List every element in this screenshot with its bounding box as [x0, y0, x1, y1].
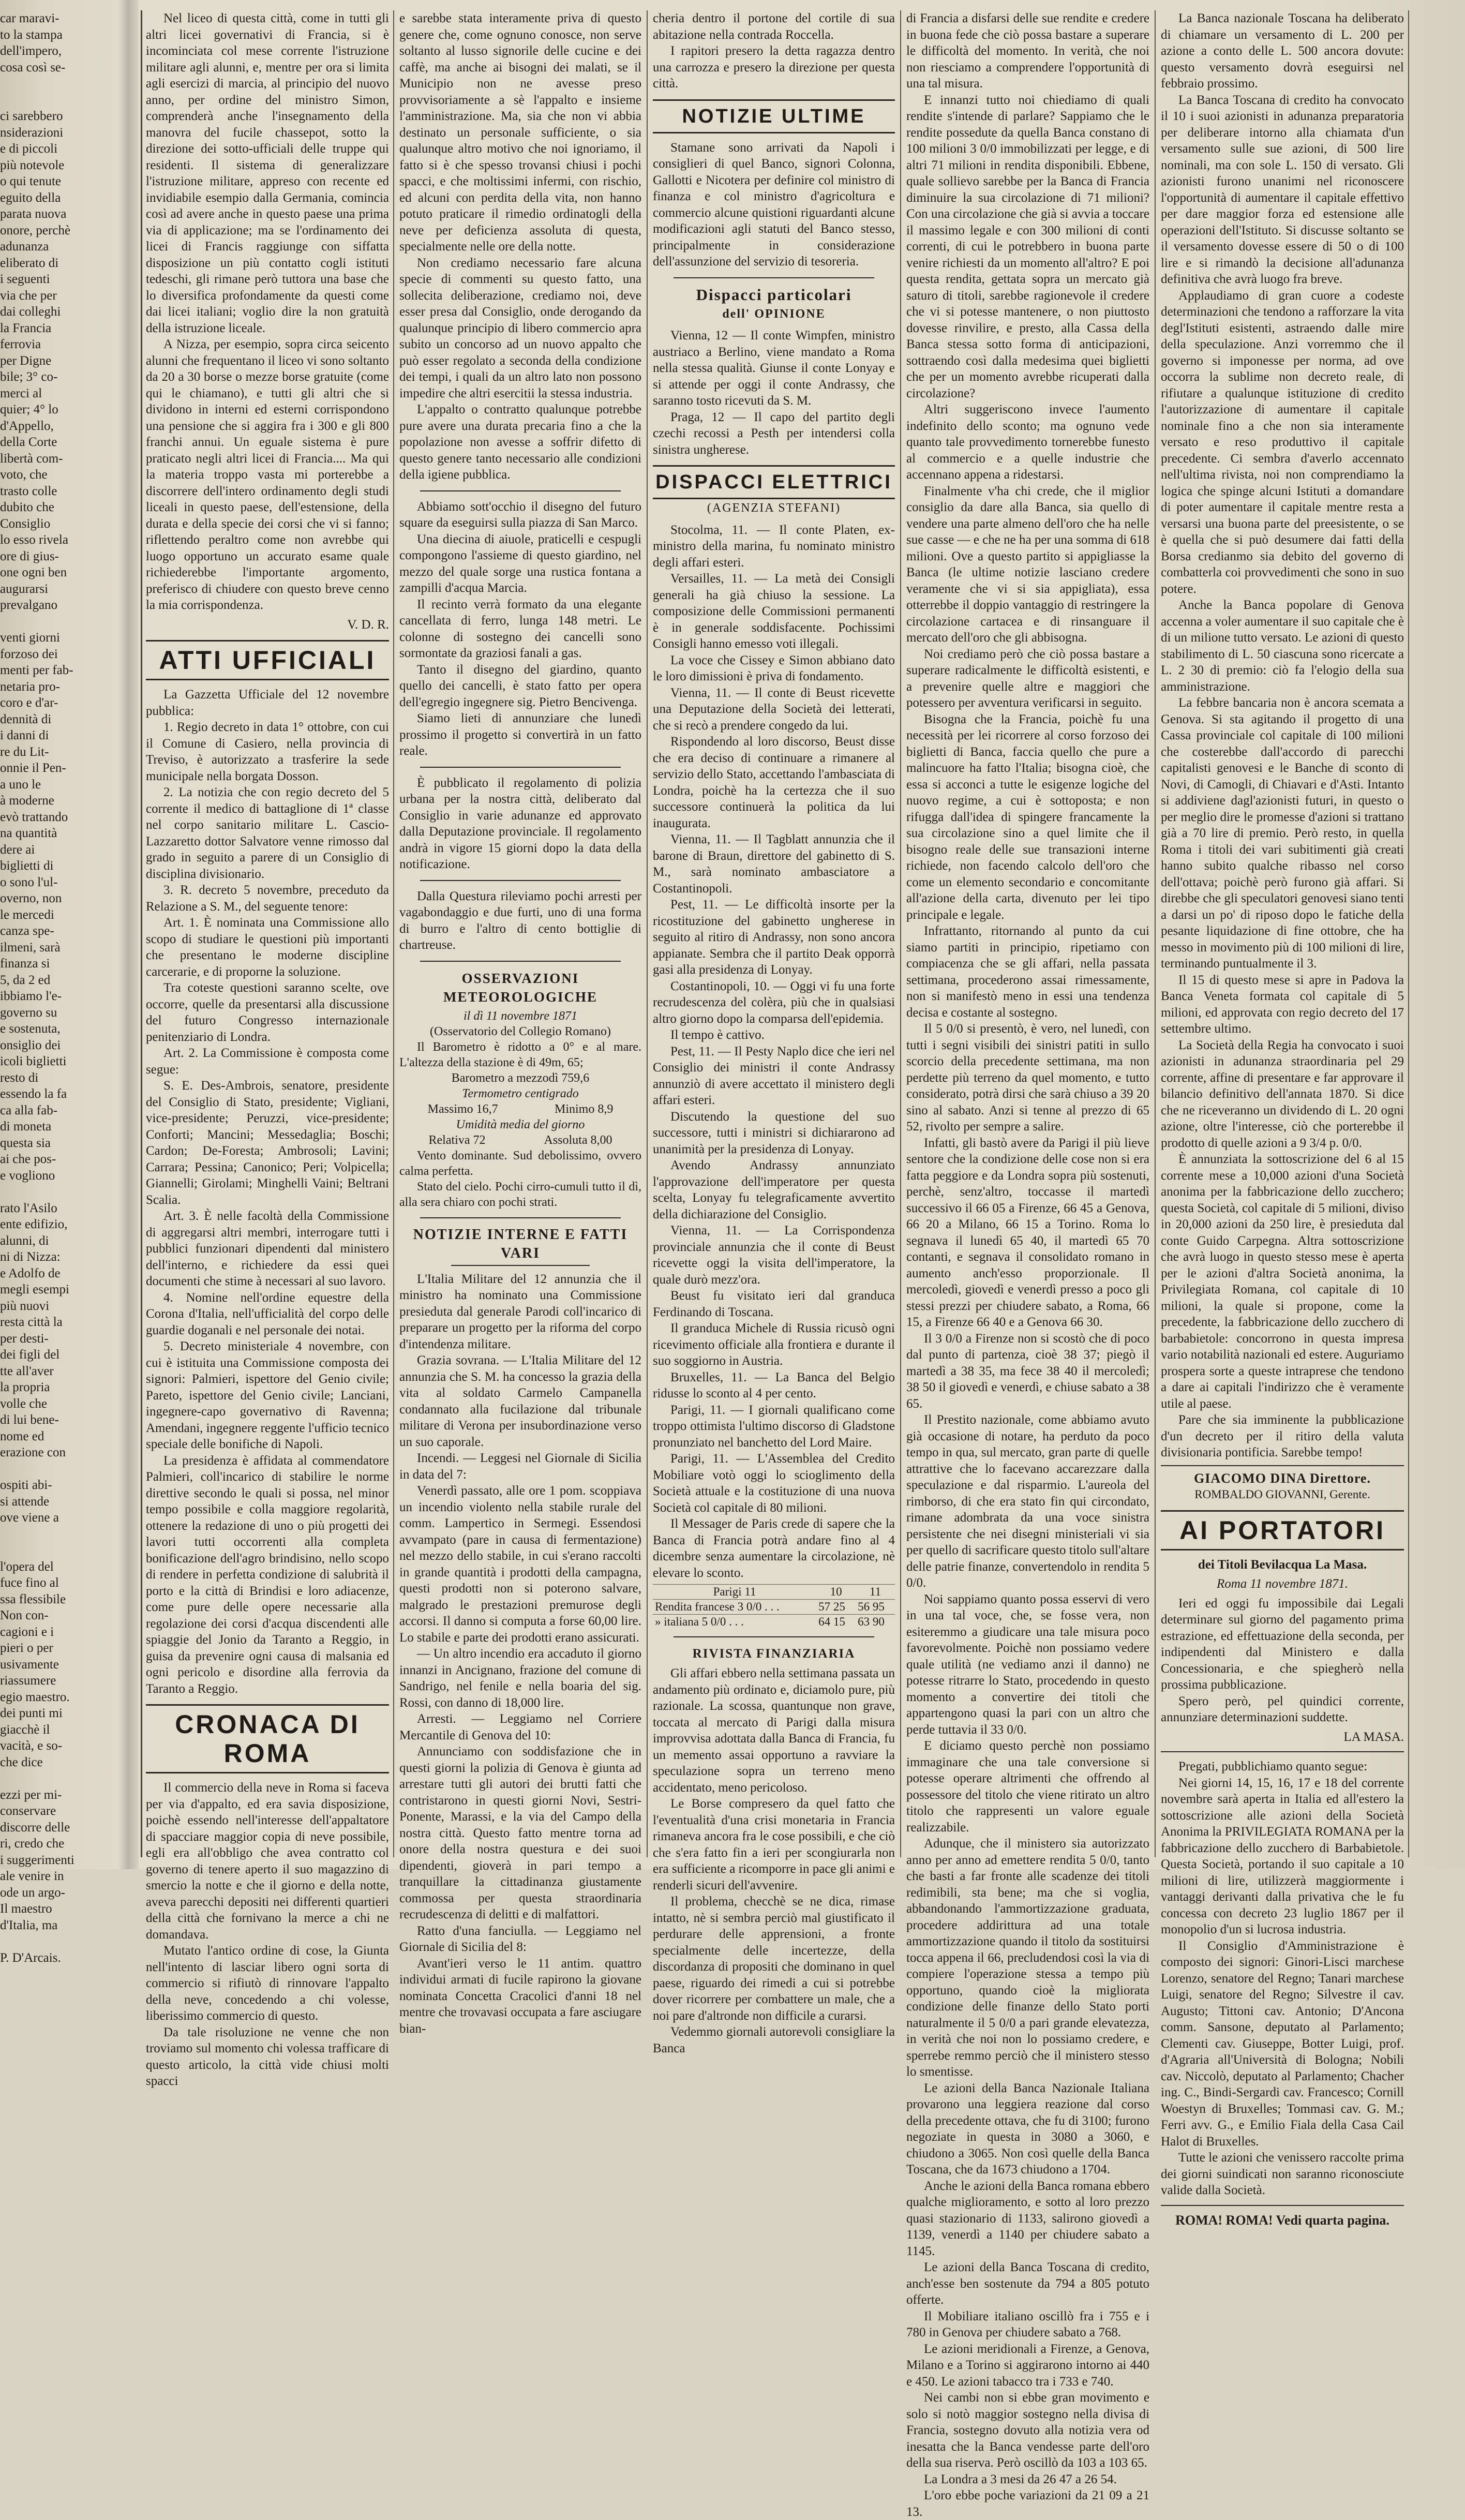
margin-line: augurarsi: [0, 581, 49, 596]
notizie-p5: — Un altro incendio era accaduto il giorno innanzi in Ancignano, frazione del comune di Sandrigo, nel fenile e nella boaria del sig. Rossi, con danno di 18,000 lire.: [399, 1647, 641, 1710]
margin-line: [0, 76, 110, 92]
margin-line: ca alla fab-: [0, 1103, 58, 1117]
weather-temp-row: [399, 1101, 641, 1117]
dispacci-subtitle: dell' OPINIONE: [722, 307, 826, 321]
rivista-cont-p4: Finalmente v'ha chi crede, che il miglior consiglio da dare alla Banca, sia quello di vendere una parte almeno dell'oro che ha nelle sue casse — e che ne ha per una somma di 618 milioni. Ove a questo partito si appigliasse la Banca (le ultime notizie lasciano credere veramente che vi si sia appigliata), essa otterrebbe il doppio vantaggio di restringere la circolazione cartacea e di rinsanguare il mercato dell'oro che gli abbisogna.: [906, 484, 1149, 645]
portatori-subtitle: dei Titoli Bevilacqua La Masa.: [1198, 1557, 1367, 1572]
margin-line: adunanza: [0, 240, 49, 254]
margin-line: [0, 1933, 110, 1950]
left-margin-column: [0, 10, 110, 1965]
weather-baro-note: Il Barometro è ridotto a 0° e al mare. L'altezza della stazione è di 49m, 65;: [399, 1040, 641, 1069]
margin-line: discorre delle: [0, 1820, 70, 1835]
margin-line: ri, credo che: [0, 1837, 65, 1851]
section-title-rivista: RIVISTA FINANZIARIA: [692, 1647, 856, 1661]
column-3: [653, 10, 895, 2055]
margin-line: ospiti abi-: [0, 1478, 52, 1492]
margin-line: evò trattando: [0, 810, 68, 824]
table-cell: Rendita francese 3 0/0 . . .: [653, 1600, 816, 1615]
margin-line: e vogliono: [0, 1168, 55, 1183]
margin-line: l'opera del: [0, 1559, 54, 1574]
rivista-cont-p9: Infatti, gli bastò avere da Parigi il più lieve sentore che la condizione delle cose non si era fatta peggiore e da Londra sopra più sostenuti, perchè, senz'altro, toccasse il martedì successivo il 66 05 a Firenze, 66 45 a Genova, 66 20 a Milano, 66 15 a Torino. Roma lo segnava il lunedì 65 40, il martedì 65 70 contanti, e segnava il consolidato romano in aumento anch'esso proporzionale. Il mercoledì, giovedì e venerdì presso a poco gli stessi prezzi per chiudere sabato, a Roma, 66 15, a Firenze 66 40 e a Genova 66 30.: [906, 1136, 1149, 1329]
margin-line: d'Italia, ma: [0, 1918, 58, 1932]
table-row: [653, 1615, 895, 1630]
elettrici-p18: Parigi, 11. — L'Assemblea del Credito Mobiliare votò oggi lo scioglimento della Società attuale e la costituzione di una nuova Società col capitale di 80 milioni.: [653, 1452, 895, 1515]
banca-p9: Pare che sia imminente la pubblicazione d'un decreto per il ritiro della valuta divisionaria pontificia. Sarebbe tempo!: [1161, 1413, 1404, 1459]
cronaca-cont-p2: Non crediamo necessario fare alcuna specie di commenti su questo fatto, una sollecita deliberazione, crediamo noi, deve esser presa dal Consiglio, onde derogando da qualunque principio di libero commercio apra subito un concorso ad un nuovo appalto che può esser regolato a seconda della condizione dei tempi, i quali da un altro lato non possono impedire che altri esercitii la stessa industria.: [399, 256, 641, 400]
elettrici-p5: Rispondendo al loro discorso, Beust disse che era deciso di continuare a rimanere al servizio dello Stato, accettando l'ambasciata di Londra, poichè ha la certezza che il suo successore continuerà la politica da lui inaugurata.: [653, 735, 895, 830]
elettrici-p17: Parigi, 11. — I giornali qualificano come troppo ottimista l'ultimo discorso di Gladstone pronunziato nel banchetto del Lord Maire.: [653, 1403, 895, 1450]
column-rule: [141, 10, 142, 1857]
weather-min: Minimo 8,9: [554, 1102, 614, 1116]
margin-line: prevalgano: [0, 598, 58, 612]
margin-line: ilmeni, sarà: [0, 940, 61, 955]
portatori-p2: Spero però, pel quindici corrente, annunziare determinazioni suddette.: [1161, 1694, 1404, 1724]
margin-line: i suggerimenti: [0, 1853, 74, 1867]
margin-line: d'Appello,: [0, 419, 54, 433]
dispacci-p2: Praga, 12 — Il capo del partito degli czechi recossi a Pesth per intendersi colla sinistra ungherese.: [653, 410, 895, 457]
banca-p6: Il 15 di questo mese si apre in Padova la Banca Veneta formata col capitale di 5 milioni, ed approvata con regio decreto del 17 settembre ultimo.: [1161, 973, 1404, 1036]
margin-line: quier; 4° lo: [0, 402, 58, 416]
square-p4: Tanto il disegno del giardino, quanto quello dei cancelli, è stato fatto per opera dell'egregio ingegnere sig. Pietro Bencivenga.: [399, 662, 641, 709]
margin-line: volle che: [0, 1396, 47, 1411]
margin-line: ci sarebbero: [0, 109, 63, 123]
margin-line: nsiderazioni: [0, 125, 64, 140]
rivista-p2: Le Borse compresero da quel fatto che l'eventualità d'una crisi monetaria in Francia rimaneva ancora fra le cose possibili, e che ciò che s'era fatto fin a ieri per scongiurarla non era sufficiente a ricomporre in pace gli animi e renderli sicuri dell'avvenire.: [653, 1797, 895, 1892]
margin-line: biglietti di: [0, 859, 54, 873]
atti-item-2: 2. La notizia che con regio decreto del 5 corrente il medico di battaglione di 1ª classe nel corpo sanitario militare L. Cascio-Lazzaretto dottor Salvatore venne rimosso dal grado in seguito a parere di un Consiglio di disciplina divisionario.: [146, 785, 389, 881]
margin-line: tte all'aver: [0, 1364, 54, 1378]
margin-line: canza spe-: [0, 924, 54, 938]
weather-source: (Osservatorio del Collegio Romano): [430, 1024, 611, 1038]
notizie-p4: Venerdì passato, alle ore 1 pom. scoppiava un incendio violento nella stabile rurale del comm. Lampertico in Sermegi. Essendosi avvampato (pare in causa di fermentazione) nel mezzo dello stabile, in cui s'erano raccolti in grande quantità i prodotti della campagna, questi prodotti non si poterono salvare, malgrado le prestazioni premurose degli accorsi. Il danno si computa a forse 60,00 lire. Lo stabile e parte dei prodotti erano assicurati.: [399, 1484, 641, 1645]
margin-line: dei punti mi: [0, 1706, 63, 1720]
margin-line: della Corte: [0, 435, 57, 449]
table-cell: 64 15: [816, 1615, 856, 1630]
margin-line: e Adolfo de: [0, 1266, 61, 1280]
atti-art-1: Art. 1. È nominata una Commissione allo scopo di studiare le questioni più importanti che presentano le moderne discipline carcerarie, e di proporne la soluzione.: [146, 916, 389, 979]
rivista-cont-p19: Le azioni meridionali a Firenze, a Genova, Milano e a Torino si aggirarono intorno ai 440 e 450. Le azioni tabacco tra i 733 e 740.: [906, 2342, 1149, 2389]
rivista-cont-p15: Le azioni della Banca Nazionale Italiana provarono una leggiera reazione dal corso della precedente ottava, che fu di 3100; furono negoziate in questa in 3080 a 3060, e chiudono a 3065. Non così quelle della Banca Toscana, che da 1673 chiudono a 1704.: [906, 2081, 1149, 2176]
margin-line: usivamente: [0, 1657, 59, 1672]
margin-line: di lui bene-: [0, 1413, 59, 1427]
divider: [420, 767, 621, 768]
margin-line: [0, 1526, 110, 1543]
divider: [1161, 1751, 1404, 1752]
elettrici-p16: Bruxelles, 11. — La Banca del Belgio ridusse lo sconto al 4 per cento.: [653, 1370, 895, 1400]
margin-line: i danni di: [0, 728, 49, 742]
rivista-cont-p5: Noi crediamo però che ciò possa bastare a superare radicalmente le difficoltà esistenti, e a prevenire quelle altre e maggiori che potessero per avventura verificarsi in seguito.: [906, 647, 1149, 710]
weather-max: Massimo 16,7: [427, 1102, 498, 1116]
weather-date: il dì 11 novembre 1871: [464, 1009, 577, 1023]
margin-line: dubito che: [0, 500, 54, 514]
margin-line: venti giorni: [0, 631, 60, 645]
atti-item-3: 3. R. decreto 5 novembre, preceduto da Relazione a S. M., del seguente tenore:: [146, 883, 389, 914]
column-rule: [647, 10, 648, 1857]
rivista-p1: Gli affari ebbero nella settimana passata un andamento più ordinato e, diciamolo pure, più razionale. La scossa, quantunque non grave, toccata al mercato di Parigi dalla misura improvvisa adottata dalla Banca di Francia, fu un memento assai opportuno a ravviare la speculazione sopra un terreno meno accidentato, meno pericoloso.: [653, 1666, 895, 1795]
margin-line: più notevole: [0, 158, 65, 172]
rivista-cont-p21: La Londra a 3 mesi da 26 47 a 26 54.: [924, 2472, 1117, 2486]
margin-line: i seguenti: [0, 272, 50, 286]
margin-line: dere ai: [0, 842, 35, 857]
rivista-cont-p1: di Francia a disfarsi delle sue rendite e credere in buona fede che ciò possa bastare a superare le difficoltà del momento. In verità, che noi non riesciamo a comprendere l'opportunità di una tal misura.: [906, 11, 1149, 91]
regolamento-p: È pubblicato il regolamento di polizia urbana per la nostra città, deliberato dal Consiglio in varie adunanze ed approvato dalla Deputazione provinciale. Il regolamento andrà in vigore 15 giorni dopo la data della notificazione.: [399, 776, 641, 871]
margin-line: Il maestro: [0, 1902, 52, 1916]
banca-p8: È annunziata la sottoscrizione del 6 al 15 corrente mese a 10,000 azioni d'una Società anonima per la fabbricazione dello zucchero; questa Società, col capitale di 5 milioni, diviso in 20,000 azioni da 250 lire, è presieduta dal conte Guido Carpegna. Altra sottoscrizione che avrà luogo in questo stesso mese è aperta per le azioni d'altra Società anonima, la Privilegiata Romana, col capitale di 10 milioni, la quale si propone, come la precedente, la fabbricazione dello zucchero di barbabietole: concorrono in questa impresa vario notabilità nazionali ed estere. Auguriamo prospera sorte a queste intraprese che tendono a dare ai capitali l'indirizzo che è veramente utile al paese.: [1161, 1152, 1404, 1411]
table-cell: 10: [816, 1585, 856, 1600]
divider: [1161, 1465, 1404, 1466]
section-title-notizie: NOTIZIE INTERNE E FATTI VARI: [413, 1226, 628, 1261]
elettrici-p7: Pest, 11. — Le difficoltà insorte per la ricostituzione del gabinetto ungherese in seguito al ritiro di Andrassy, non sono ancora appianate. Sembra che il partito Deak opporrà gasi alla presidenza di Lonyay.: [653, 898, 895, 977]
divider: [420, 490, 621, 491]
elettrici-p6: Vienna, 11. — Il Tagblatt annunzia che il barone di Braun, direttore del gabinetto di S. M., sarà nominato ambasciatore a Costantinopoli.: [653, 832, 895, 896]
margin-line: che dice: [0, 1755, 43, 1769]
column-rule: [1155, 10, 1156, 1857]
table-cell: » italiana 5 0/0 . . .: [653, 1615, 816, 1630]
margin-line: le mercedi: [0, 907, 54, 922]
square-p2: Una diecina di aiuole, praticelli e cespugli compongono l'assieme di questo giardino, nel mezzo del quale sorge una rustica fontana a zampilli d'acqua Marcia.: [399, 532, 641, 595]
margin-line: megli esempi: [0, 1283, 69, 1296]
page-fold-shadow: [118, 0, 139, 1869]
gerente-name: ROMBALDO GIOVANNI, Gerente.: [1194, 1488, 1370, 1501]
margin-line: cosa così se-: [0, 60, 66, 74]
weather-baro: Barometro a mezzodì 759,6: [451, 1071, 590, 1085]
privilegiata-p2: Il Consiglio d'Amministrazione è composto dei signori: Ginori-Lisci marchese Lorenzo, senatore del Regno; Tanari marchese Luigi, senatore del Regno; Silvestre il cav. Augusto; Tittoni cav. Antonio; D'Ancona comm. Sansone, deputato al Parlamento; Clementi cav. Giuseppe, Botter Luigi, prof. d'Agraria all'Università di Bologna; Nobili cav. Niccolò, deputato al Parlamento; Chacher ing. C., Bindi-Sergardi cav. Francesco; Cornill Woestyn di Bruxelles; Tommasi cav. G. M.; Ferri avv. G., e Emilio Fiala della Casa Cail Halot di Bruxelles.: [1161, 1939, 1404, 2149]
column-rule: [1408, 10, 1409, 1857]
final-notice: ROMA! ROMA! Vedi quarta pagina.: [1175, 2212, 1389, 2228]
margin-line: car maravi-: [0, 11, 59, 25]
margin-line: P. D'Arcais.: [0, 1950, 61, 1965]
margin-line: dennità di: [0, 712, 52, 726]
elettrici-p8: Costantinopoli, 10. — Oggi vi fu una forte recrudescenza del colèra, più che in qualsiasi altro giorno dopo la comparsa dell'epidemia.: [653, 979, 895, 1026]
elettrici-p12: Avendo Andrassy annunziato l'approvazione dell'imperatore per questa scelta, Lonyay fu telegraficamente avvertito della dichiarazione del Consiglio.: [653, 1158, 895, 1221]
elettrici-p15: Il granduca Michele di Russia ricusò ogni ricevimento officiale alla frontiera e durante il suo soggiorno in Austria.: [653, 1321, 895, 1368]
section-title-ultime: NOTIZIE ULTIME: [653, 99, 895, 133]
margin-line: egio maestro.: [0, 1690, 70, 1704]
dispacci-title: Dispacci particolari: [696, 285, 852, 304]
margin-line: onnie il Pen-: [0, 761, 66, 775]
atti-intro: La Gazzetta Ufficiale del 12 novembre pubblica:: [146, 688, 389, 718]
margin-line: erazione con: [0, 1445, 66, 1459]
margin-line: [0, 1461, 110, 1478]
ultime-p1: Stamane sono arrivati da Napoli i consiglieri di quel Banco, signori Colonna, Gallotti e Nicotera per definire col ministro di finanza e col ministro d'agricoltura e commercio alcune quistioni riguardanti alcune modificazioni agli statuti del Banco stesso, principalmente in considerazione dell'assunzione del servizio di tesoreria.: [653, 140, 895, 269]
banca-p4: Anche la Banca popolare di Genova accenna a voler aumentare il suo capitale che è di un milione tutto versato. Le azioni di questo stabilimento di L. 50 ciascuna sono ricercate a L. 2 30 di premio: ciò fa l'elogio della sua amministrazione.: [1161, 598, 1404, 694]
rivista-cont-p10: Il 3 0/0 a Firenze non si scostò che di poco dal punto di partenza, cioè 38 37; piegò il martedì a 38 35, ma fece 38 40 il mercoledì; 38 50 il giovedì e venerdì, e chiuse sabato a 38 65.: [906, 1331, 1149, 1411]
notizie-p2: Grazia sovrana. — L'Italia Militare del 12 annunzia che S. M. ha concesso la grazia della vita al soldato Carmelo Campanella condannato alla fucilazione dal tribunale militare di Verona per insubordinazione verso un suo caporale.: [399, 1353, 641, 1449]
portatori-date: Roma 11 novembre 1871.: [1216, 1577, 1349, 1591]
rivista-cont-p18: Il Mobiliare italiano oscillò fra i 755 e i 780 in Genova per chiudere sabato a 768.: [906, 2309, 1149, 2339]
article-liceo-p1: Nel liceo di questa città, come in tutti gli altri licei governativi di Francia, si è incominciata col mese corrente l'istruzione militare agli alunni, e, mentre per ora si limita agli esercizi di marcia, al principio del nuovo anno, per ordine del ministro Simon, comprenderà anche l'insegnamento della manovra del fucile chassepot, sotto la direzione dei sotto-ufficiali delle truppe qui residenti. Il sistema di generalizzare l'istruzione militare, appreso con recente ed invidiabile esempio dalla Germania, comincia così ad avere anche in questo paese una prima via di applicazione; ma se l'ordinamento dei licei di Francis raggiunge con siffatta disposizione un più contatto cogli istituti tedeschi, gli rimane però tuttora una base che lo diversifica profondamente da questi come dai licei italiani; voglio dire la non gratuità della istruzione liceale.: [146, 11, 389, 335]
rivista-p3: Il problema, checchè se ne dica, rimase intatto, nè si sembra perciò mal giustificato il perdurare delle apprensioni, a fronte specialmente delle incertezze, della discordanza di propositi che dominano in quel paese, riguardo dei rimedi a cui si potrebbe dover ricorrere per combattere un male, che a noi pare d'altronde non difficile a curarsi.: [653, 1895, 895, 2023]
margin-line: trasto colle: [0, 484, 57, 498]
banca-p7: La Società della Regia ha convocato i suoi azionisti in adunanza straordinaria pel 29 corrente, affine di presentare e far approvare il bilancio definitivo dell'annata 1870. Si dice che ne riceveranno un dividendo di L. 20 ogni azione, oltre l'interesse, ciò che porterebbe il prodotto di quelle azioni a 9 3/4 p. 0/0.: [1161, 1038, 1404, 1150]
column-rule: [900, 10, 901, 1857]
margin-line: o sono l'ul-: [0, 875, 58, 889]
atti-art-1b: Tra coteste questioni saranno scelte, ove occorre, quelle da presentarsi alla discussione del futuro Congresso internazionale penitenziario di Londra.: [146, 981, 389, 1044]
margin-line: ode un argo-: [0, 1885, 65, 1900]
margin-line: la Francia: [0, 321, 52, 335]
elettrici-p13: Vienna, 11. — La Corrispondenza provinciale annunzia che il conte di Beust ricevette oggi la visita dell'imperatore, la quale durò mezz'ora.: [653, 1224, 895, 1287]
margin-line: ibbiamo l'e-: [0, 989, 62, 1003]
margin-line: overno, non: [0, 891, 62, 905]
margin-line: [0, 1770, 110, 1787]
margin-line: to la stampa: [0, 27, 63, 42]
margin-line: ore di gius-: [0, 549, 59, 563]
margin-line: riassumere: [0, 1674, 56, 1688]
margin-line: parata nuova: [0, 207, 67, 221]
weather-umid-row: [399, 1132, 641, 1148]
margin-line: [0, 614, 110, 630]
atti-art-3: Art. 3. È nelle facoltà della Commissione di aggregarsi altri membri, interrogare tutti i pubblici funzionari dipendenti dal ministero dell'interno, e richiedere da essi quei documenti che stime à necessari al suo lavoro.: [146, 1209, 389, 1288]
margin-line: menti per fab-: [0, 663, 73, 677]
margin-line: essendo la fa: [0, 1087, 67, 1101]
privilegiata-p1: Nei giorni 14, 15, 16, 17 e 18 del corrente novembre sarà aperta in Italia ed all'estero la sottoscrizione alle azioni della Società Anonima la PRIVILEGIATA ROMANA per la fabbricazione dello zucchero di Barbabietole. Questa Società, portando il suo capitale a 10 milioni di lire, utilizzerà maggiormente i vantaggi derivanti dalla privativa che le fu concessa con decreto 23 luglio 1867 per il monopolio d'un si lucrosa industria.: [1161, 1776, 1404, 1936]
cronaca-p1: Il commercio della neve in Roma si faceva per via d'appalto, ed era savia disposizione, poichè essendo nell'interesse dell'appaltatore di spacciare maggior copia di neve possibile, egli era all'obbligo che avea contratto col governo di tenere aperto il suo magazzino di smercio la notte e che il giorno e della notte, aveva parecchi depositi nei differenti quartieri della città che fornivano la merce a chi ne domandava.: [146, 1781, 389, 1942]
section-title-atti: ATTI UFFICIALI: [146, 640, 389, 680]
table-cell: 57 25: [816, 1600, 856, 1615]
margin-line: vacità, e so-: [0, 1739, 63, 1753]
margin-line: dai colleghi: [0, 305, 61, 319]
margin-line: per desti-: [0, 1331, 49, 1346]
margin-line: governo su: [0, 1005, 57, 1020]
divider: [674, 1636, 874, 1637]
divider: [674, 277, 874, 278]
margin-line: nome ed: [0, 1429, 44, 1443]
questura-p: Dalla Questura rileviamo pochi arresti per vagabondaggio e due furti, uno di una forma di burro e l'altro di cento bottiglie di chartreuse.: [399, 889, 641, 952]
margin-line: giacchè il: [0, 1722, 50, 1737]
margin-line: rato l'Asilo: [0, 1201, 57, 1215]
weather-umid: Umidità media del giorno: [456, 1117, 585, 1131]
margin-line: netaria pro-: [0, 679, 60, 694]
elettrici-p10: Pest, 11. — Il Pesty Naplo dice che ieri nel Consiglio dei ministri il conte Andrassy annunziò di avere accettato il ministero degli affari esteri.: [653, 1044, 895, 1107]
divider: [420, 961, 621, 962]
atti-presidenza: La presidenza è affidata al commendatore Palmieri, coll'incarico di stabilire le norme direttive secondo le quali si possa, nel minor tempo possibile e colla maggiore regolarità, ottenere la redazione di uno o più progetti dei lavori tutti occorrenti alla completa bonificazione dell'agro brindisino, nello scopo di rendere in perfetta condizione di salubrità il porto e la città di Brindisi e loro adiacenze, come pure delle opere necessarie alla regolazione dei corsi d'acqua discendenti alle spiaggie del Jonio da Taranto a Reggio, in guisa da prevenire ogni causa di malsania ed ogni pericolo e disordine alla ferrovia da Taranto a Reggio.: [146, 1453, 389, 1696]
square-p1: Abbiamo sott'occhio il disegno del futuro square da eseguirsi sulla piazza di San Marco.: [399, 499, 641, 530]
margin-line: questa sia: [0, 1136, 51, 1150]
rivista-cont-p17: Le azioni della Banca Toscana di credito, anch'esse ben sostenute da 794 a 805 potuto offerte.: [906, 2260, 1149, 2307]
table-cell: Parigi 11: [653, 1585, 816, 1600]
margin-line: finanza si: [0, 957, 50, 971]
margin-line: re du Lit-: [0, 744, 49, 759]
square-p5: Siamo lieti di annunziare che lunedì prossimo il progetto si convertirà in un fatto reale.: [399, 711, 641, 758]
rivista-cont-p3: Altri suggeriscono invece l'aumento indefinito dello sconto; ma ognuno vede quanto tale provvedimento tornerebbe funesto al commercio e a quelle industrie che accennano appena a ridestarsi.: [906, 402, 1149, 482]
elettrici-subtitle: (AGENZIA STEFANI): [707, 501, 841, 515]
notizie-p6: Arresti. — Leggiamo nel Corriere Mercantile di Genova del 10:: [399, 1712, 641, 1742]
table-cell: 11: [856, 1585, 895, 1600]
margin-line: onore, perchè: [0, 223, 71, 237]
margin-line: ale venire in: [0, 1869, 64, 1883]
cronaca-cont-p1: e sarebbe stata interamente priva di questo genere che, come ognuno conosce, non serve soltanto al lusso signorile delle cucine e dei caffè, ma anche ai bisogni dei malati, se il Municipio non ne avesse preso provvisoriamente a sè l'appalto e insieme l'amministrazione. Ma, sia che non vi abbia destinato un personale sufficiente, o sia qualunque altro motivo che noi ignoriamo, il fatto si è che spesso trovansi chiusi i pochi spacci, e che moltissimi infermi, con rischio, ed alcuni con perdita della vita, non hanno potuto praticare il rimedio ordinatogli della neve per deficienza assoluta di questa, specialmente nelle ore della notte.: [399, 11, 641, 254]
margin-line: o qui tenute: [0, 174, 62, 188]
elettrici-p1: Stocolma, 11. — Il conte Platen, ex-ministro della marina, fu nominato ministro degli affari esteri.: [653, 523, 895, 570]
elettrici-p14: Beust fu visitato ieri dal granduca Ferdinando di Toscana.: [653, 1289, 895, 1319]
atti-item-4: 4. Nomine nell'ordine equestre della Corona d'Italia, nell'ufficialità del corpo delle guardie doganali e nel personale dei notai.: [146, 1290, 389, 1337]
elettrici-p9: Il tempo è cattivo.: [670, 1028, 765, 1042]
rivista-cont-p12: Noi sappiamo quanto possa esservi di vero in una tal voce, che, se fosse vera, non esiteremmo a giudicare una tale misura poco favorevolmente. Poichè non possiamo vedere quale utilità (ne vediamo anzi il danno) ne potesse ritrarre lo Stato, procedendo in questo momento a convertire dei titoli che appartengono quasi la pari con un altro che perde tuttavia il 33 0/0.: [906, 1592, 1149, 1737]
margin-line: più nuovi: [0, 1299, 50, 1313]
margin-line: dei figli del: [0, 1348, 60, 1362]
margin-line: coro e d'ar-: [0, 696, 58, 710]
margin-line: fuce fino al: [0, 1576, 59, 1590]
weather-term: Termometro centigrado: [462, 1086, 579, 1100]
margin-line: di moneta: [0, 1120, 52, 1134]
column-5: [1161, 10, 1404, 2228]
rivista-cont-p14: Adunque, che il ministero sia autorizzato anno per anno ad emettere rendita 5 0/0, tanto che basti a far fronte alle scadenze dei titoli redimibili, sta bene; ma che si voglia, abbandonando l'ammortizzazione graduata, procedere addirittura ad una totale ammortizzazione quando il titolo da sostituirsi tocca appena il 66, precludendosi così la via di compiere l'operazione stessa a tempo più opportuno, quando cioè la migliorata condizione delle finanze dello Stato porti naturalmente il 5 0/0 a pari grande elevatezza, in verità che noi non lo possiamo credere, e sperrebe remmo perciò che il ministero stesso lo smentisse.: [906, 1837, 1149, 2079]
margin-line: one ogni ben: [0, 565, 67, 579]
weather-title: OSSERVAZIONI METEOROLOGICHE: [443, 970, 598, 1005]
margin-line: ai che pos-: [0, 1152, 56, 1166]
margin-line: Non con-: [0, 1608, 49, 1622]
margin-line: ni di Nizza:: [0, 1250, 61, 1264]
margin-line: bile; 3° co-: [0, 370, 58, 384]
table-row: [653, 1585, 895, 1600]
margin-line: ssa flessibile: [0, 1592, 66, 1606]
rivista-cont-p7: Infrattanto, ritornando al punto da cui siamo partiti in principio, ripetiamo con compiacenza che se gli affari, nella passata settimana, procederono assai rimessamente, non si manifestò meno in essi una tendenza decisa e costante al sostegno.: [906, 924, 1149, 1020]
margin-line: libertà com-: [0, 451, 63, 466]
rivista-p4: Vedemmo giornali autorevoli consigliare la Banca: [653, 2025, 895, 2055]
banca-p1: La Banca nazionale Toscana ha deliberato di chiamare un versamento di L. 200 per azione a conto delle L. 500 ancora dovute: questo versamento dovrà eseguirsi nel febbraio prossimo.: [1161, 11, 1404, 91]
section-title-portatori: AI PORTATORI: [1161, 1510, 1404, 1550]
left-margin-lines: [0, 10, 110, 1966]
article-liceo-p2: A Nizza, per esempio, sopra circa seicento alunni che frequentano il liceo vi sono soltanto da 20 a 30 borse o mezze borse gratuite (come qui le chiamano), e tutti gli altri che si dividono in interni ed esterni corrispondono una pensione che si aggira fra i 300 e gli 800 franchi annui. Un eguale sistema è pure praticato negli altri licei di Francia.... Ma qui la materia troppo vasta mi porterebbe a discorrere dell'intero ordinamento degli studi liceali in questo paese, dell'estensione, della durata e della specie dei corsi che vi si fanno; riflettendo peraltro come non avrebbe qui luogo opportuno un accurato esame quale richiederebbe l'importante argomento, preferisco di chiudere con questo breve cenno la mia corrispondenza.: [146, 337, 389, 612]
atti-item-1: 1. Regio decreto in data 1° ottobre, con cui il Comune di Casiero, nella provincia di Treviso, è autorizzato a trasferire la sede municipale nella borgata Dosson.: [146, 720, 389, 783]
divider: [420, 1217, 621, 1218]
margin-line: dell'impero,: [0, 44, 62, 58]
privilegiata-p3: Tutte le azioni che venissero raccolte prima dei giorni suindicati non saranno riconosciute valide dalla Società.: [1161, 2151, 1404, 2197]
margin-line: si attende: [0, 1494, 50, 1509]
margin-line: merci al: [0, 386, 42, 400]
margin-line: ente edifizio,: [0, 1217, 68, 1231]
cronaca-cont-p3: L'appalto o contratto qualunque potrebbe pure avere una durata precaria fino a che la popolazione non avesse a soffrir difetto di questo genere tanto necessario alle condizioni della igiene pubblica.: [399, 402, 641, 482]
margin-line: eliberato di: [0, 256, 59, 270]
dispacci-p1: Vienna, 12 — Il conte Wimpfen, ministro austriaco a Berlino, viene mandato a Roma nella stessa qualità. Giunse il conte Lonyay e si attende per oggi il conte Andrassy, che saranno tosto ricevuti da S. M.: [653, 329, 895, 408]
margin-line: la propria: [0, 1380, 50, 1394]
margin-line: lo esso rivela: [0, 533, 68, 547]
weather-sky: Stato del cielo. Pochi cirro-cumuli tutto il dì, alla sera chiaro con pochi strati.: [399, 1180, 641, 1209]
margin-line: ezzi per mi-: [0, 1787, 62, 1802]
margin-line: e sostenuta,: [0, 1022, 61, 1036]
divider: [420, 880, 621, 881]
margin-line: via che per: [0, 288, 57, 303]
margin-line: conservare: [0, 1804, 56, 1818]
margin-line: [0, 92, 110, 109]
section-title-elettrici: DISPACCI ELETTRICI: [653, 465, 895, 499]
notizie-p3: Incendi. — Leggesi nel Giornale di Sicilia in data del 7:: [399, 1451, 641, 1482]
margin-line: Consiglio: [0, 516, 51, 531]
rivista-cont-p20: Nei cambi non si ebbe gran movimento e solo si notò maggior sostegno nella divisa di Francia, sostegno dovuto alla notizia vera od inesatta che la Banca vendesse parte dell'oro della sua riserva. Però oscillò da 103 a 103 65.: [906, 2391, 1149, 2470]
elettrici-p19: Il Messager de Paris crede di sapere che la Banca di Francia potrà andare fino al 4 dicembre senza aumentare la circolazione, nè elevare lo sconto.: [653, 1517, 895, 1580]
notizie-p1: L'Italia Militare del 12 annunzia che il ministro ha nominato una Commissione presieduta dal generale Parodi coll'incarico di preparare un progetto per la riforma del corpo d'intendenza militare.: [399, 1272, 641, 1351]
weather-wind: Vento dominante. Sud debolissimo, ovvero calma perfetta.: [399, 1149, 641, 1178]
margin-line: 5, da 2 ed: [0, 973, 51, 987]
weather-ass: Assoluta 8,00: [544, 1133, 612, 1147]
banca-p5: La febbre bancaria non è ancora scemata a Genova. Si sta agitando il progetto di una Cassa provinciale col capitale di 100 milioni che costerebbe dall'accordo di parecchi capitalisti genovesi e le Banche di sconto di Novi, di Camogli, di Chiavari e d'Asti. Intanto si addiviene dagl'azionisti futuri, in questo o per meglio dire le promesse d'azioni si trattano già a 70 lire di premio. Però resto, in quella Roma i titoli dei vari subitimenti già creati hanno subito qualche ribasso nel corso dell'ottava; poichè però furono già affari. Si direbbe che gli speculatori genovesi siano tenti a darsi un po' di riposo dopo le fatiche della pesante liquidazione di fine ottobre, che ha messo in movimento più di 100 milioni di lire, terminando puntualmente il 3.: [1161, 696, 1404, 971]
margin-line: eguito della: [0, 190, 61, 205]
margin-line: ove viene a: [0, 1511, 59, 1525]
portatori-p1: Ieri ed oggi fu impossibile dai Legali determinare sul giorno del pagamento prima estrazione, ed effettuazione della seconda, per indipendenti dal Ministero e dalla Concessionaria, e che spiegherò nella prossima pubblicazione.: [1161, 1596, 1404, 1692]
atti-members: S. E. Des-Ambrois, senatore, presidente del Consiglio di Stato, presidente; Vigliani, vice-presidente; Peruzzi, vice-presidente; Conforti; Mancini; Messedaglia; Boschi; Cardon; De-Foresta; Ambrosoli; Lavini; Carrara; Pessina; Canonico; Peri; Volpicella; Giannelli; Girolami; Minghelli Vaini; Beltrani Scalia.: [146, 1079, 389, 1207]
notizie-p8: Ratto d'una fanciulla. — Leggiamo nel Giornale di Sicilia del 8:: [399, 1923, 641, 1954]
margin-line: cagioni e i: [0, 1624, 54, 1639]
square-p3: Il recinto verrà formato da una elegante cancellata di ferro, lunga 148 metri. Le colonne di sostegno dei cancelli sono sormontate da graziosi fanali a gas.: [399, 597, 641, 660]
margin-line: icoli biglietti: [0, 1054, 67, 1068]
column-1: [146, 10, 389, 2088]
column-rule: [393, 10, 394, 1857]
margin-line: e di piccoli: [0, 142, 58, 156]
rivista-cont-p6: Bisogna che la Francia, poichè fu una necessità per lei ricorrere al corso forzoso dei biglietti di Banca, faccia quello che pure a malincuore ha fatto l'Italia; bisogna cioè, che essa si acconci a tutte le esigenze logiche del nuovo regime, a cui è sottoposta; e non rifugga dall'idea di spingere francamente la sua circolazione sino a quel limite che il bisogno reale delle sue transazioni interne richiede, non facendo calcolo dell'oro che come un elemento secondario e concomitante all'azione della carta, divenuto per lei tipo principale e legale.: [906, 712, 1149, 922]
weather-report: [399, 969, 641, 1210]
margin-line: alunni, di: [0, 1233, 49, 1248]
table-cell: 63 90: [856, 1615, 895, 1630]
pregati-line: Pregati, pubblichiamo quanto segue:: [1178, 1759, 1368, 1773]
margin-line: [0, 1184, 110, 1200]
notizie-p9: Avant'ieri verso le 11 antim. quattro individui armati di fucile rapirono la giovane nominata Concetta Cracolici d'anni 18 nel mentre che trovavasi occupata a fare asciugare bian-: [399, 1956, 641, 2036]
table-cell: 56 95: [856, 1600, 895, 1615]
rivista-cont-p22: L'oro ebbe poche variazioni da 21 09 a 21 13.: [906, 2488, 1149, 2519]
margin-line: pieri o per: [0, 1641, 53, 1655]
margin-line: per Digne: [0, 353, 52, 368]
table-row: [653, 1600, 895, 1615]
margin-line: onsiglio dei: [0, 1038, 61, 1052]
elettrici-p3: La voce che Cissey e Simon abbiano dato le loro dimissioni è priva di fondamento.: [653, 653, 895, 683]
margin-line: [0, 1542, 110, 1559]
rendita-table: [653, 1584, 895, 1629]
elettrici-p2: Versailles, 11. — La metà dei Consigli generali ha già chiuso la sessione. La composizione delle Commissioni permanenti è in generale soddisfacente. Pochissimi Consigli hanno emesso voti illegali.: [653, 572, 895, 651]
signature: V. D. R.: [347, 617, 389, 632]
margin-line: resto di: [0, 1070, 39, 1085]
ratto-cont-p2: I rapitori presero la detta ragazza dentro una carrozza e presero la direzione per questa città.: [653, 44, 895, 91]
margin-line: voto, che: [0, 468, 48, 482]
elettrici-p11: Discutendo la questione del suo successore, tutti i ministri si dichiararono ad unanimità per la presidenza di Lonyay.: [653, 1109, 895, 1156]
divider: [1161, 2205, 1404, 2206]
weather-rel: Relativa 72: [428, 1133, 486, 1147]
margin-line: à moderne: [0, 794, 54, 808]
notizie-p7: Annunciamo con soddisfazione che in questi giorni la polizia di Genova è giunta ad arrestare tutti gli autori dei brutti fatti che contristarono in questi giorni Novi, Sestri-Ponente, Marassi, e la via del Campo della nostra città. Questo fatto mentre torna ad onore della nostra questura e dei suoi dipendenti, gioverà in pari tempo a tranquillare la cittadinanza giustamente commossa per questa straordinaria recrudescenza di delitti e di malfattori.: [399, 1744, 641, 1921]
rivista-cont-p11: Il Prestito nazionale, come abbiamo avuto già occasione di notare, ha perduto da poco tempo in qua, sul mercato, gran parte di quelle attrattive che lo facevano accarezzare dalla speculazione e dal risparmio. L'aureola del rimborso, di che era stato fin qui circondato, rimane adombrata da una voce sinistra persistente che nei disegni ministeriali vi sia per quello di sacrificare questo titolo sull'altare delle patrie finanze, convertendolo in rendita 5 0/0.: [906, 1413, 1149, 1590]
rivista-cont-p2: E innanzi tutto noi chiediamo di quali rendite s'intende di parlare? Sappiamo che le rendite possedute da quella Banca constano di 100 milioni 3 0/0 immobilizzati per legge, e di altri 71 milioni in rendita disponibili. Ebbene, quale sollievo sarebbe per la Banca di Francia diminuire la sua circolazione di 71 milioni? Con una circolazione che già si avvia a toccare il massimo legale e con 300 milioni di conti correnti, di cui le potrebbero in buona parte venire richiesti da un momento all'altro? E poi questa rendita, gettata sopra un mercato già saturo di titoli, sarebbe ragionevole il credere che vi si potesse mantenere, o non piuttosto dovesse rinvilire, e presto, alla Cassa della Banca stessa sotto forma di anticipazioni, sottraendo così dalla medesima quei biglietti che per un momento avrebbe ricuperati dalla circolazione?: [906, 93, 1149, 400]
column-4: [906, 10, 1149, 2519]
section-title-cronaca: CRONACA DI ROMA: [146, 1704, 389, 1773]
divider: [451, 1265, 590, 1266]
portatori-signature: LA MASA.: [1343, 1729, 1404, 1744]
elettrici-p4: Vienna, 11. — Il conte di Beust ricevette una Deputazione della Società dei letterati, che si recò a prendere congedo da lui.: [653, 685, 895, 733]
banca-p2: La Banca Toscana di credito ha convocato il 10 i suoi azionisti in adunanza preparatoria per deliberare intorno alla chiamata d'un versamento sulle sue azioni, di 500 lire nominali, ma con sole L. 150 di versato. Gli azionisti furono unanimi nel riconoscere l'opportunità di aumentare il capitale effettivo per dare maggior forza ed estensione alle operazioni dell'Istituto. Si discusse soltanto se il versamento dovesse essere di 50 o di 100 lire e si rimandò la decisione all'adunanza definitiva che avrà luogo fra breve.: [1161, 93, 1404, 286]
atti-art-2: Art. 2. La Commissione è composta come segue:: [146, 1046, 389, 1077]
cronaca-p2: Mutato l'antico ordine di cose, la Giunta nell'intento di lasciar libero ogni sorta di commercio si rifiutò di rinnovare l'appalto della neve, concedendo a chi volesse, liberissimo commercio di questo.: [146, 1944, 389, 2023]
banca-p3: Applaudiamo di gran cuore a codeste determinazioni che tendono a rafforzare la vita degl'Istituti esistenti, astraendo dalle mire della speculazione. Anzi vorremmo che il governo si imponesse per norma, ad ove occorra la sublime non decreto reale, di rifiutare a qualunque istituzione di credito l'autorizzazione di aumentare il capitale nominale fino a che non sia interamente versato e reso produttivo il capitale precedente. Ci sembra d'averlo accennato nell'ultima rivista, noi non comprendiamo la logica che spinge alcuni Istituti a domandare di poter aumentare il capitale mentre resta a versarsi una buona parte del preesistente, o se è quella che si può desumere dai fatti della Borsa credianmo sia debito del governo di combatterla coi provvedimenti che sono in suo potere.: [1161, 288, 1404, 596]
margin-line: na quantità: [0, 826, 57, 840]
cronaca-p3: Da tale risoluzione ne venne che non troviamo sul momento chi volessa trafficare di questo articolo, la città vide chiusi molti spacci: [146, 2025, 389, 2088]
ratto-cont-p1: cheria dentro il portone del cortile di sua abitazione nella contrada Roccella.: [653, 11, 895, 42]
margin-line: resta città la: [0, 1315, 63, 1329]
column-2: [399, 10, 641, 2036]
rivista-cont-p13: E diciamo questo perchè non possiamo immaginare che una tale conversione si potesse operare altrimenti che offrendo al possessore del titolo che viene ritirato un altro titolo che rappresenti un valore eguale realizzabile.: [906, 1739, 1149, 1835]
margin-line: forzoso dei: [0, 647, 58, 661]
atti-item-5: 5. Decreto ministeriale 4 novembre, con cui è istituita una Commissione composta dei signori: Palmieri, ispettore del Genio civile; Pareto, ispettore del Genio civile; Lanciani, ingegnere-capo governativo di Ravenna; Amendani, ingegnere reggente l'ufficio tecnico speciale delle bonifiche di Napoli.: [146, 1339, 389, 1451]
margin-line: a uno le: [0, 777, 41, 792]
director-name: GIACOMO DINA Direttore.: [1194, 1470, 1371, 1486]
rivista-cont-p8: Il 5 0/0 si presentò, è vero, nel lunedì, con tutti i segni visibili dei sinistri patiti in sullo scorcio della precedente settimana, ma non perdette più terreno da quel momento, e tutto considerato, potrà dirsi che sarà chiuso a 39 20 sino al sabato. Anzi si tenne al prezzo di 65 52, rivolto per sempre a salire.: [906, 1022, 1149, 1134]
rivista-cont-p16: Anche le azioni della Banca romana ebbero qualche miglioramento, e sotto al loro prezzo quasi stazionario di 1133, salirono giovedì a 1139, venerdì a 1140 per chiudere sabato a 1145.: [906, 2179, 1149, 2258]
margin-line: ferrovia: [0, 337, 41, 351]
